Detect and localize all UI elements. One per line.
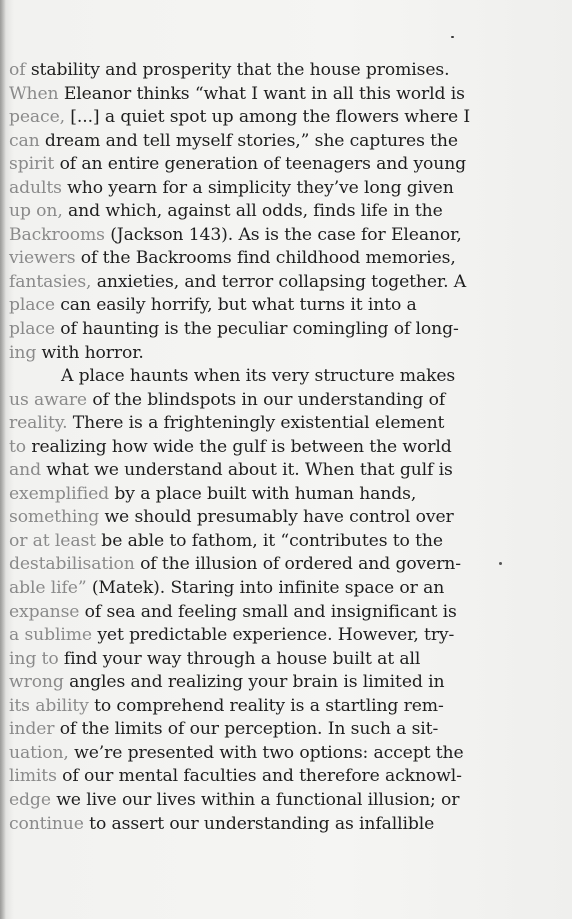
- line-text: Eleanor thinks “what I want in all this world is: [58, 83, 465, 104]
- faded-line-start: wrong: [9, 672, 64, 693]
- line-text: of the illusion of ordered and govern-: [134, 554, 461, 575]
- text-line: [9, 365, 559, 389]
- text-line: [9, 765, 559, 789]
- line-text: we should presumably have control over: [99, 507, 454, 528]
- text-line: [9, 247, 559, 271]
- page-gutter-shadow: [0, 0, 6, 919]
- faded-line-start: adults: [9, 177, 62, 198]
- text-line: [9, 624, 559, 648]
- line-text: find your way through a house built at all: [58, 648, 421, 669]
- line-text: of haunting is the peculiar comingling of long-: [54, 319, 459, 340]
- text-line: [9, 718, 559, 742]
- faded-line-start: place: [9, 319, 55, 340]
- faded-line-start: continue: [9, 813, 84, 834]
- line-text: angles and realizing your brain is limited in: [63, 672, 445, 693]
- faded-line-start: destabilisation: [9, 554, 135, 575]
- faded-line-start: up on,: [9, 201, 63, 222]
- faded-line-start: exemplified: [9, 483, 110, 504]
- text-line: [9, 342, 559, 366]
- faded-line-start: of: [9, 60, 26, 80]
- faded-line-start: ing to: [9, 648, 59, 669]
- faded-line-start: its ability: [9, 695, 89, 716]
- faded-line-start: or at least: [9, 530, 96, 551]
- text-line: [9, 506, 559, 530]
- text-line: [9, 389, 559, 413]
- faded-line-start: spirit: [9, 154, 55, 175]
- text-line: [9, 695, 559, 719]
- text-line: [9, 412, 559, 436]
- text-line: [9, 436, 559, 460]
- faded-line-start: reality.: [9, 413, 68, 434]
- faded-line-start: and: [9, 460, 41, 481]
- line-text: to comprehend reality is a startling rem-: [88, 695, 444, 716]
- line-text: who yearn for a simplicity they’ve long given: [61, 177, 454, 198]
- text-line: [9, 553, 559, 577]
- line-text: [...] a quiet spot up among the flowers where I: [64, 107, 471, 128]
- faded-line-start: something: [9, 507, 100, 528]
- line-text: of the limits of our perception. In such a sit-: [54, 719, 439, 740]
- text-line: [9, 271, 559, 295]
- line-text: of the blindspots in our understanding of: [87, 389, 446, 410]
- line-text: and which, against all odds, finds life in the: [62, 201, 443, 222]
- faded-line-start: ing: [9, 342, 37, 363]
- text-line: [9, 106, 559, 130]
- text-line: [9, 59, 559, 83]
- faded-line-start: to: [9, 436, 27, 457]
- faded-line-start: inder: [9, 719, 55, 740]
- text-line: [9, 530, 559, 554]
- line-text: yet predictable experience. However, try-: [92, 625, 455, 646]
- text-line: [9, 483, 559, 507]
- line-text: of the Backrooms find childhood memories,: [75, 248, 456, 269]
- line-text: A place haunts when its very structure makes: [61, 366, 456, 387]
- faded-line-start: fantasies,: [9, 271, 92, 292]
- text-line: [9, 224, 559, 248]
- faded-line-start: us aware: [9, 389, 87, 410]
- line-text: by a place built with human hands,: [109, 483, 417, 504]
- line-text: can easily horrify, but what turns it into a: [54, 295, 417, 316]
- text-line: [9, 459, 559, 483]
- line-text: what we understand about it. When that gulf is: [40, 460, 453, 481]
- line-text: to assert our understanding as infallible: [83, 813, 435, 834]
- faded-line-start: can: [9, 130, 40, 151]
- line-text: of our mental faculties and therefore acknowl-: [56, 766, 462, 787]
- body-text: [9, 59, 559, 836]
- line-text: anxieties, and terror collapsing together. A: [91, 271, 467, 292]
- text-line: [9, 813, 559, 837]
- faded-line-start: edge: [9, 789, 51, 810]
- faded-line-start: a sublime: [9, 625, 92, 646]
- text-line: [9, 742, 559, 766]
- faded-line-start: expanse: [9, 601, 80, 622]
- text-line: [9, 789, 559, 813]
- faded-line-start: uation,: [9, 742, 69, 763]
- line-text: be able to fathom, it “contributes to the: [95, 530, 443, 551]
- faded-line-start: viewers: [9, 248, 76, 269]
- line-text: (Jackson 143). As is the case for Eleanor,: [104, 224, 462, 245]
- text-line: [9, 671, 559, 695]
- text-line: [9, 130, 559, 154]
- line-text: There is a frighteningly existential element: [67, 413, 445, 434]
- line-text: dream and tell myself stories,” she captures the: [39, 130, 458, 151]
- text-line: [9, 577, 559, 601]
- text-line: [9, 153, 559, 177]
- faded-line-start: able life”: [9, 578, 87, 599]
- text-line: [9, 200, 559, 224]
- text-line: [9, 648, 559, 672]
- faded-line-start: peace,: [9, 107, 65, 128]
- line-text: of sea and feeling small and insignificant is: [79, 601, 457, 622]
- text-line: [9, 318, 559, 342]
- line-text: we live our lives within a functional illusion; or: [50, 789, 460, 810]
- faded-line-start: place: [9, 295, 55, 316]
- line-text: stability and prosperity that the house promises.: [25, 60, 450, 80]
- text-line: [9, 83, 559, 107]
- line-text: (Matek). Staring into infinite space or an: [86, 578, 445, 599]
- faded-line-start: Backrooms: [9, 224, 105, 245]
- faded-line-start: limits: [9, 766, 57, 787]
- line-text: realizing how wide the gulf is between the world: [26, 436, 452, 457]
- text-line: [9, 294, 559, 318]
- text-line: [9, 177, 559, 201]
- line-text: of an entire generation of teenagers and young: [54, 154, 467, 175]
- faded-line-start: When: [9, 83, 59, 104]
- line-text: we’re presented with two options: accept the: [68, 742, 464, 763]
- text-line: [9, 601, 559, 625]
- ink-speck: [451, 36, 454, 38]
- line-text: with horror.: [36, 342, 144, 363]
